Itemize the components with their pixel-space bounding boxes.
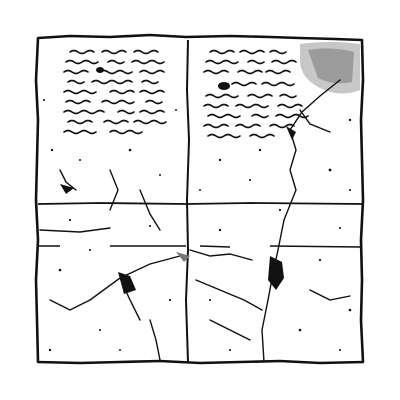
ink-blot-right <box>218 82 230 90</box>
ink-blot-left <box>96 67 104 73</box>
horizontal-divider-upper <box>38 203 362 204</box>
